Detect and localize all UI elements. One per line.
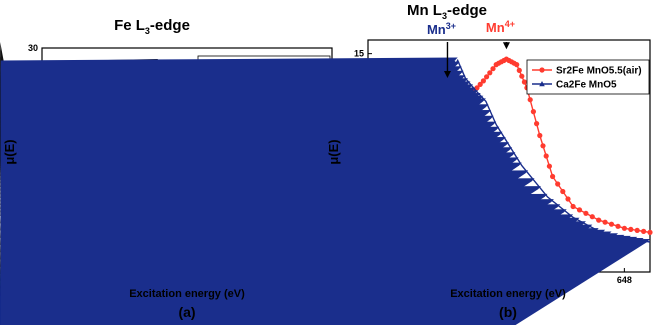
- x-tick-label: 648: [616, 275, 632, 285]
- data-point: [534, 121, 539, 126]
- panel-a-xlabel: Excitation energy (eV): [129, 288, 245, 300]
- panel-b-title: Mn $L_3$-edge: [406, 2, 488, 21]
- data-point: [571, 204, 576, 209]
- data-point: [540, 143, 545, 148]
- data-point: [547, 164, 552, 169]
- data-point: [517, 68, 522, 73]
- panel-b-ylabel: μ(E): [326, 139, 341, 165]
- data-point: [490, 66, 495, 71]
- data-point: [577, 207, 582, 212]
- data-point: [487, 70, 492, 75]
- data-point: [519, 74, 524, 79]
- y-tick-label: 15: [353, 48, 364, 59]
- data-point: [531, 109, 536, 114]
- legend-label: Sr2Fe MnO5.5(air): [556, 65, 642, 77]
- data-point: [609, 222, 614, 227]
- data-point: [603, 220, 608, 225]
- data-point: [647, 230, 652, 235]
- data-point: [528, 97, 533, 102]
- data-point: [590, 214, 595, 219]
- data-point: [544, 153, 549, 158]
- data-point: [635, 228, 640, 233]
- panel-b-label: (b): [499, 304, 517, 320]
- data-point: [555, 181, 560, 186]
- data-point: [537, 133, 542, 138]
- panel-b-xlabel: Excitation energy (eV): [450, 288, 566, 300]
- series-markers-1: [0, 58, 650, 325]
- ion-label: $Mn^{3+}$: [426, 21, 456, 37]
- panel-a-ylabel: μ(E): [2, 139, 17, 165]
- data-point: [615, 224, 620, 229]
- legend: [527, 60, 649, 94]
- annotation-arrowhead: [503, 42, 510, 49]
- data-point: [481, 78, 486, 83]
- data-point: [583, 211, 588, 216]
- panel-a-title: Fe $L_3$-edge: [114, 17, 190, 36]
- data-point: [514, 62, 519, 67]
- panel-b-plot: [0, 19, 652, 325]
- ion-label: $Mn^{4+}$: [485, 19, 515, 35]
- data-point: [641, 229, 646, 234]
- data-point: [550, 174, 555, 179]
- y-tick-label: 30: [27, 43, 38, 53]
- legend-swatch-marker: [539, 67, 544, 72]
- data-point: [522, 79, 527, 84]
- legend-label: Ca2Fe MnO5: [556, 79, 617, 91]
- data-point: [596, 218, 601, 223]
- data-point: [622, 226, 627, 231]
- panel-a-label: (a): [178, 304, 196, 320]
- data-point: [628, 227, 633, 232]
- data-point: [560, 189, 565, 194]
- data-point: [565, 196, 570, 201]
- data-point: [0, 239, 650, 325]
